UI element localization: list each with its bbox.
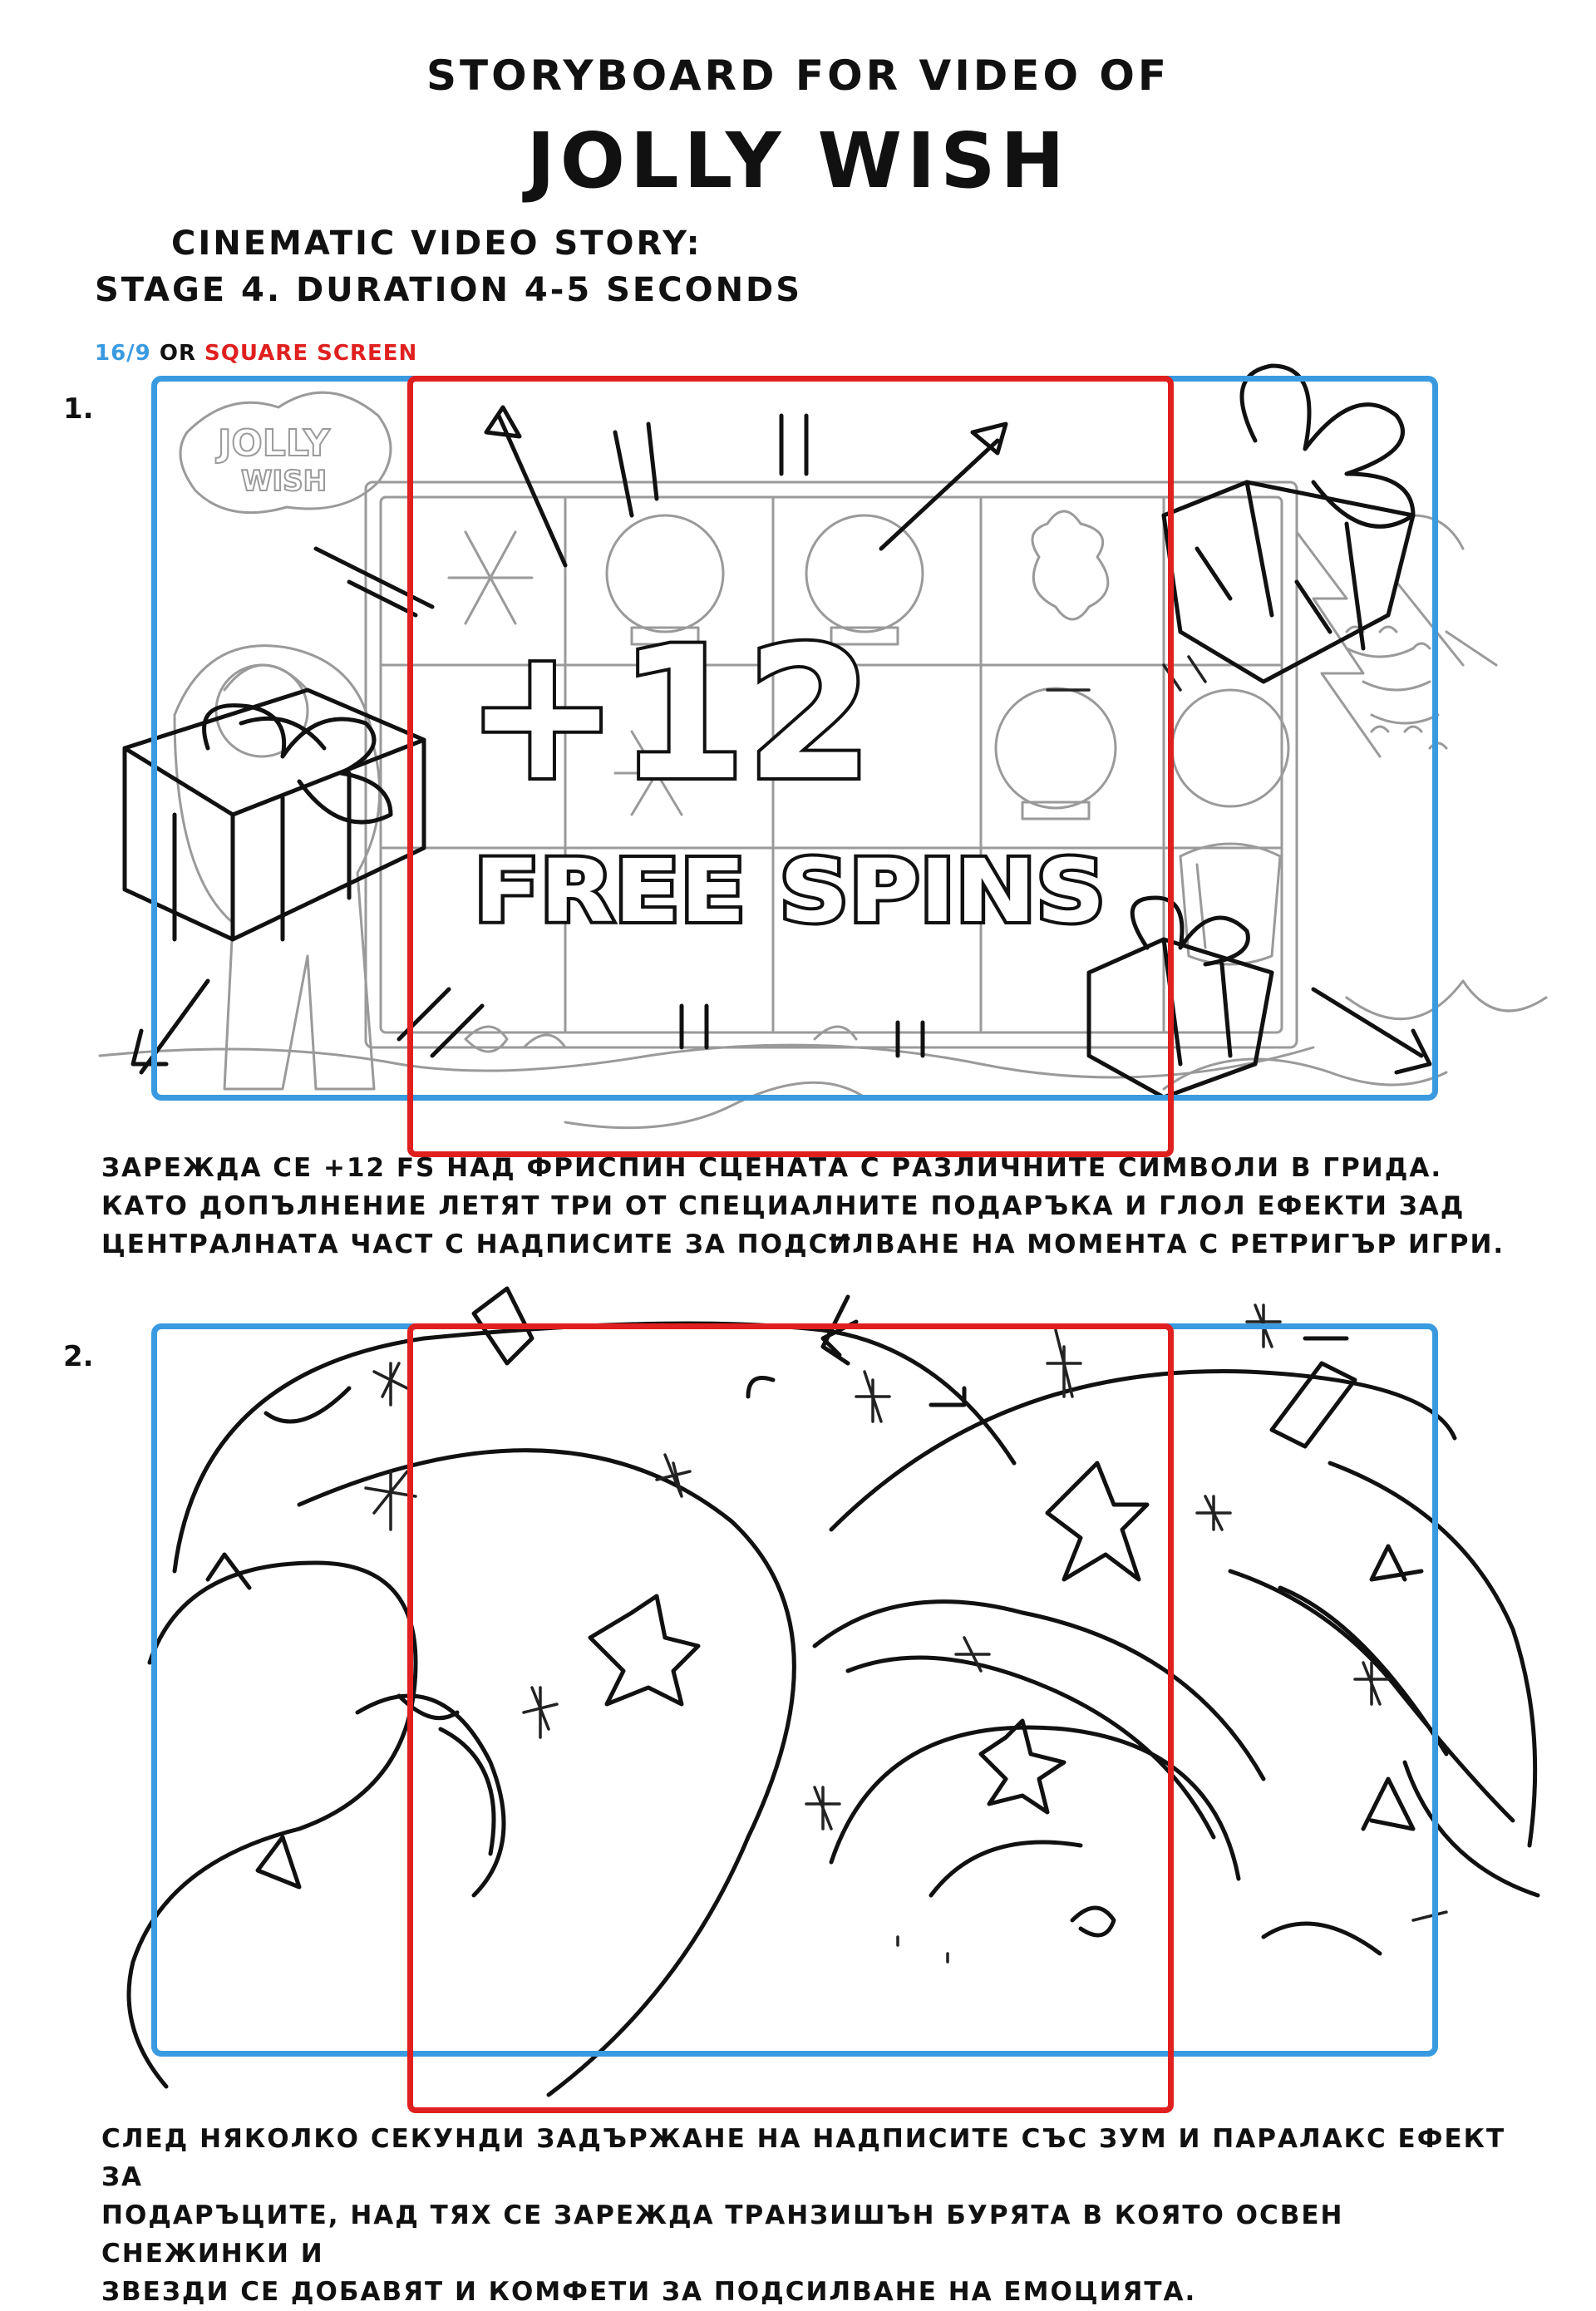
frame-number-1: 1. [63,392,94,426]
frame-1-description-line-3: ЦЕНТРАЛНАТА ЧАСТ С НАДПИСИТЕ ЗА ПОДСИЛВАНЕ НА МОМЕНТА С РЕТРИГЪР ИГРИ. [101,1229,1505,1259]
frame-number-2: 2. [63,1340,94,1373]
plus-twelve: +12 [466,608,874,820]
frame-1-description-line-2: КАТО ДОПЪЛНЕНИЕ ЛЕТЯТ ТРИ ОТ СПЕЦИАЛНИТЕ ПОДАРЪКА И ГЛОЛ ЕФЕКТИ ЗАД [101,1191,1465,1221]
subtitle-line-2: STAGE 4. DURATION 4-5 SECONDS [95,271,803,309]
frame-2-description [101,2120,1515,2311]
frame-2-description-line-3: ЗВЕЗДИ СЕ ДОБАВЯТ И КОМФЕТИ ЗА ПОДСИЛВАНЕ НА ЕМОЦИЯТА. [101,2277,1197,2307]
logo-word-1: JOLLY [218,422,330,465]
page-title: STORYBOARD FOR VIDEO OF [426,52,1170,100]
legend-or: OR [159,341,196,366]
subtitle-line-1: CINEMATIC VIDEO STORY: [171,224,702,263]
frame-1-description-line-1: ЗАРЕЖДА СЕ +12 FS НАД ФРИСПИН СЦЕНАТА С РАЗЛИЧНИТЕ СИМВОЛИ В ГРИДА. [101,1153,1443,1183]
game-title: JOLLY WISH [526,116,1070,205]
logo-word-2: WISH [241,465,328,498]
free-spins: FREE SPINS [474,840,1106,942]
legend-wide: 16/9 [95,341,151,366]
legend-square: SQUARE SCREEN [204,341,418,366]
frame-2-square [407,1323,1174,2113]
frame-2-description-line-2: ПОДАРЪЦИТЕ, НАД ТЯХ СЕ ЗАРЕЖДА ТРАНЗИШЪН БУРЯТА В КОЯТО ОСВЕН СНЕЖИНКИ И [101,2200,1344,2269]
frame-2-description-line-1: СЛЕД НЯКОЛКО СЕКУНДИ ЗАДЪРЖАНЕ НА НАДПИСИТЕ СЪС ЗУМ И ПАРАЛАКС ЕФЕКТ ЗА [101,2124,1506,2192]
